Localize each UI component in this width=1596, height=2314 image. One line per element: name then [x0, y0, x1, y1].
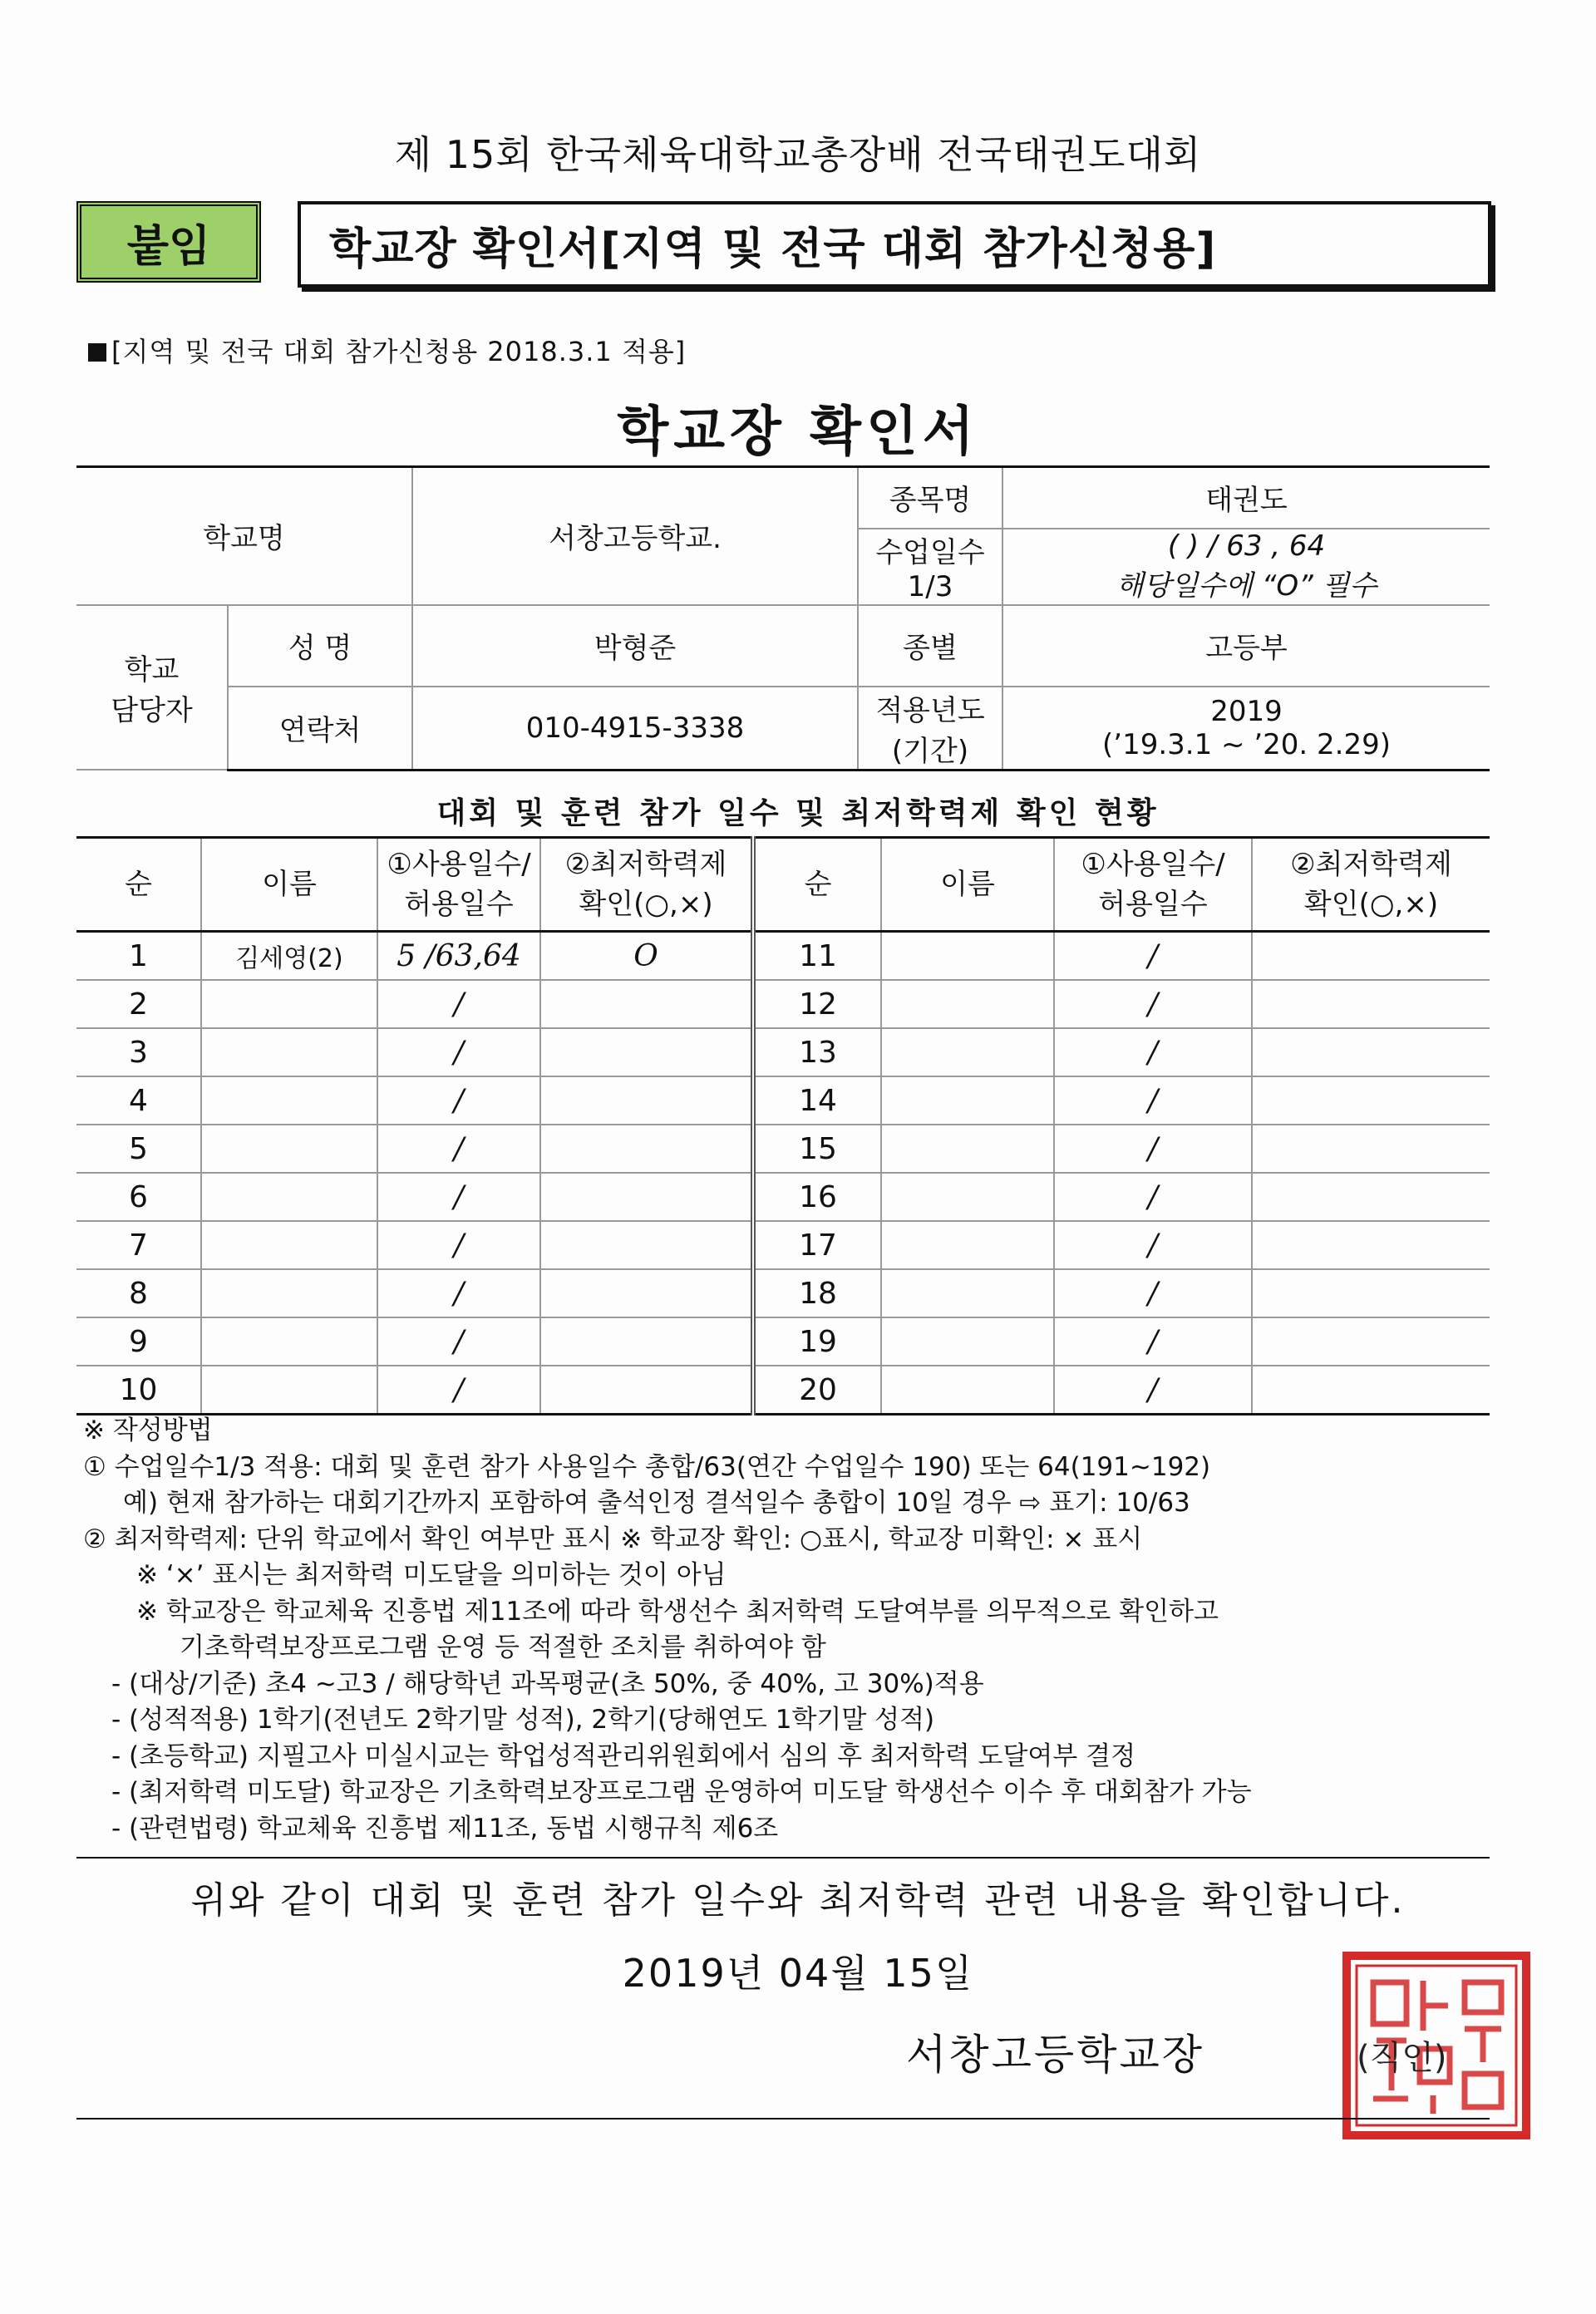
row-name: [881, 1269, 1054, 1317]
col-header-check: ②최저학력제 확인(○,×): [540, 838, 753, 932]
table-row: [76, 1028, 1490, 1076]
instruction-line: ※ 학교장은 학교체육 진흥법 제11조에 따라 학생선수 최저학력 도달여부를 의무적으로 확인하고: [136, 1596, 1219, 1627]
banner-title: 학교장 확인서[지역 및 전국 대회 참가신청용]: [298, 201, 1491, 288]
table-row: [76, 1366, 1490, 1415]
row-days: /: [377, 1076, 540, 1125]
instruction-line: - (관련법령) 학교체육 진흥법 제11조, 동법 시행규칙 제6조: [111, 1813, 779, 1844]
row-days: /: [377, 1221, 540, 1269]
row-number: 6: [76, 1173, 201, 1221]
row-days: /: [1054, 932, 1252, 981]
row-name: [201, 1076, 377, 1125]
instruction-line: - (최저학력 미도달) 학교장은 기초학력보장프로그램 운영하여 미도달 학생선수 이수 후 대회참가 가능: [111, 1777, 1252, 1807]
row-days: /: [377, 1366, 540, 1415]
row-number: 20: [753, 1366, 881, 1415]
contact-value: 010-4915-3338: [412, 687, 858, 771]
row-days: /: [1054, 1317, 1252, 1366]
row-check: [540, 1221, 753, 1269]
row-name: [201, 1366, 377, 1415]
row-check: [1252, 1317, 1490, 1366]
row-days: /: [1054, 1221, 1252, 1269]
participation-table: [76, 836, 1490, 1415]
row-number: 13: [753, 1028, 881, 1076]
row-days: 5 /63,64: [377, 932, 540, 981]
col-header-name: 이름: [881, 838, 1054, 932]
school-days-value: ( ) / 63 , 64 해당일수에 “O” 필수: [1002, 529, 1490, 605]
row-check: [1252, 1366, 1490, 1415]
row-check: [1252, 1125, 1490, 1173]
row-name: [881, 1076, 1054, 1125]
row-days: /: [377, 1028, 540, 1076]
event-label: 종목명: [858, 467, 1002, 529]
form-title: 학교장 확인서: [617, 401, 979, 463]
row-name: [201, 1317, 377, 1366]
year-value: 2019 (’19.3.1 ~ ’20. 2.29): [1002, 687, 1490, 771]
row-name: 김세영(2): [201, 932, 377, 981]
row-check: [540, 1317, 753, 1366]
instruction-line: ② 최저학력제: 단위 학교에서 확인 여부만 표시 ※ 학교장 확인: ○표시, 학교장 미확인: × 표시: [83, 1524, 1143, 1554]
row-check: [540, 1125, 753, 1173]
row-number: 5: [76, 1125, 201, 1173]
row-number: 1: [76, 932, 201, 981]
row-check: [1252, 1076, 1490, 1125]
row-days: /: [1054, 1076, 1252, 1125]
date-text: 2019년 04월 15일: [622, 1951, 974, 1996]
name-value: 박형준: [412, 605, 858, 687]
row-number: 17: [753, 1221, 881, 1269]
row-name: [881, 980, 1054, 1028]
table-row: [76, 1173, 1490, 1221]
row-number: 7: [76, 1221, 201, 1269]
signature-line: [76, 2118, 1490, 2120]
row-number: 4: [76, 1076, 201, 1125]
row-days: /: [1054, 980, 1252, 1028]
table-row: [76, 1317, 1490, 1366]
row-number: 15: [753, 1125, 881, 1173]
table-row: [76, 1269, 1490, 1317]
row-name: [881, 1221, 1054, 1269]
row-days: /: [377, 1125, 540, 1173]
row-check: [1252, 932, 1490, 981]
instruction-line: - (대상/기준) 초4 ~고3 / 해당학년 과목평균(초 50%, 중 40%, 고 30%)적용: [111, 1668, 984, 1699]
instruction-line: ※ ‘×’ 표시는 최저학력 미도달을 의미하는 것이 아님: [136, 1560, 727, 1590]
square-bullet-icon: [88, 343, 106, 362]
col-header-no: 순: [753, 838, 881, 932]
row-check: [540, 1028, 753, 1076]
row-name: [881, 1317, 1054, 1366]
row-check: [1252, 1173, 1490, 1221]
row-name: [201, 1028, 377, 1076]
staff-label: 학교 담당자: [76, 605, 228, 771]
table-row: [76, 1076, 1490, 1125]
row-number: 19: [753, 1317, 881, 1366]
confirmation-text: 위와 같이 대회 및 훈련 참가 일수와 최저학력 관련 내용을 확인합니다.: [190, 1879, 1406, 1922]
status-title: 대회 및 훈련 참가 일수 및 최저학력제 확인 현황: [436, 796, 1160, 830]
row-number: 14: [753, 1076, 881, 1125]
row-days: /: [377, 1173, 540, 1221]
row-days: /: [377, 1317, 540, 1366]
row-days: /: [1054, 1366, 1252, 1415]
col-header-days: ①사용일수/ 허용일수: [1054, 838, 1252, 932]
row-days: /: [1054, 1028, 1252, 1076]
instruction-line: 예) 현재 참가하는 대회기간까지 포함하여 출석인정 결석일수 총합이 10일 경우 ⇨ 표기: 10/63: [123, 1488, 1190, 1518]
table-row: [76, 932, 1490, 981]
attachment-label: 붙임: [76, 201, 261, 283]
principal-name: 서창고등학교장: [906, 2031, 1205, 2079]
row-check: [540, 980, 753, 1028]
row-check: O: [540, 932, 753, 981]
table-row: [76, 1221, 1490, 1269]
col-header-days: ①사용일수/ 허용일수: [377, 838, 540, 932]
instruction-line: 기초학력보장프로그램 운영 등 적절한 조치를 취하여야 함: [180, 1632, 826, 1662]
year-label: 적용년도 (기간): [858, 687, 1002, 771]
event-value: 태권도: [1002, 467, 1490, 529]
row-number: 12: [753, 980, 881, 1028]
applied-note-text: [지역 및 전국 대회 참가신청용 2018.3.1 적용]: [111, 336, 687, 367]
row-days: /: [377, 1269, 540, 1317]
col-header-check: ②최저학력제 확인(○,×): [1252, 838, 1490, 932]
row-name: [201, 1125, 377, 1173]
competition-title: 제 15회 한국체육대학교총장배 전국태권도대회: [394, 132, 1202, 177]
applied-note: [88, 331, 686, 369]
row-check: [1252, 1028, 1490, 1076]
row-number: 16: [753, 1173, 881, 1221]
divider: [76, 1857, 1490, 1859]
row-check: [540, 1269, 753, 1317]
row-days: /: [1054, 1173, 1252, 1221]
row-name: [881, 1028, 1054, 1076]
row-check: [1252, 1269, 1490, 1317]
school-name-value: 서창고등학교.: [412, 467, 858, 605]
col-header-name: 이름: [201, 838, 377, 932]
row-name: [201, 1173, 377, 1221]
col-header-no: 순: [76, 838, 201, 932]
name-label: 성 명: [228, 605, 412, 687]
row-name: [201, 1269, 377, 1317]
row-check: [1252, 980, 1490, 1028]
row-days: /: [1054, 1269, 1252, 1317]
row-name: [881, 1366, 1054, 1415]
row-number: 9: [76, 1317, 201, 1366]
school-days-label: 수업일수 1/3: [858, 529, 1002, 605]
seal-label: (직인): [1357, 2039, 1447, 2077]
row-name: [881, 932, 1054, 981]
row-name: [201, 1221, 377, 1269]
info-table: [76, 465, 1490, 771]
row-number: 18: [753, 1269, 881, 1317]
row-days: /: [1054, 1125, 1252, 1173]
row-name: [881, 1173, 1054, 1221]
contact-label: 연락처: [228, 687, 412, 771]
school-name-label: 학교명: [76, 467, 412, 605]
row-name: [881, 1125, 1054, 1173]
instruction-line: - (초등학교) 지필고사 미실시교는 학업성적관리위원회에서 심의 후 최저학력 도달여부 결정: [111, 1740, 1136, 1771]
row-number: 11: [753, 932, 881, 981]
division-label: 종별: [858, 605, 1002, 687]
row-check: [540, 1173, 753, 1221]
table-row: [76, 1125, 1490, 1173]
row-days: /: [377, 980, 540, 1028]
row-check: [540, 1366, 753, 1415]
row-number: 8: [76, 1269, 201, 1317]
instruction-line: ※ 작성방법: [83, 1415, 213, 1445]
instructions: [83, 1413, 1513, 1847]
row-number: 10: [76, 1366, 201, 1415]
instruction-line: ① 수업일수1/3 적용: 대회 및 훈련 참가 사용일수 총합/63(연간 수업일수 190) 또는 64(191~192): [83, 1451, 1211, 1482]
row-check: [1252, 1221, 1490, 1269]
row-name: [201, 980, 377, 1028]
instruction-line: - (성적적용) 1학기(전년도 2학기말 성적), 2학기(당해연도 1학기말 성적): [111, 1705, 935, 1735]
row-number: 2: [76, 980, 201, 1028]
row-check: [540, 1076, 753, 1125]
table-row: [76, 980, 1490, 1028]
division-value: 고등부: [1002, 605, 1490, 687]
row-number: 3: [76, 1028, 201, 1076]
